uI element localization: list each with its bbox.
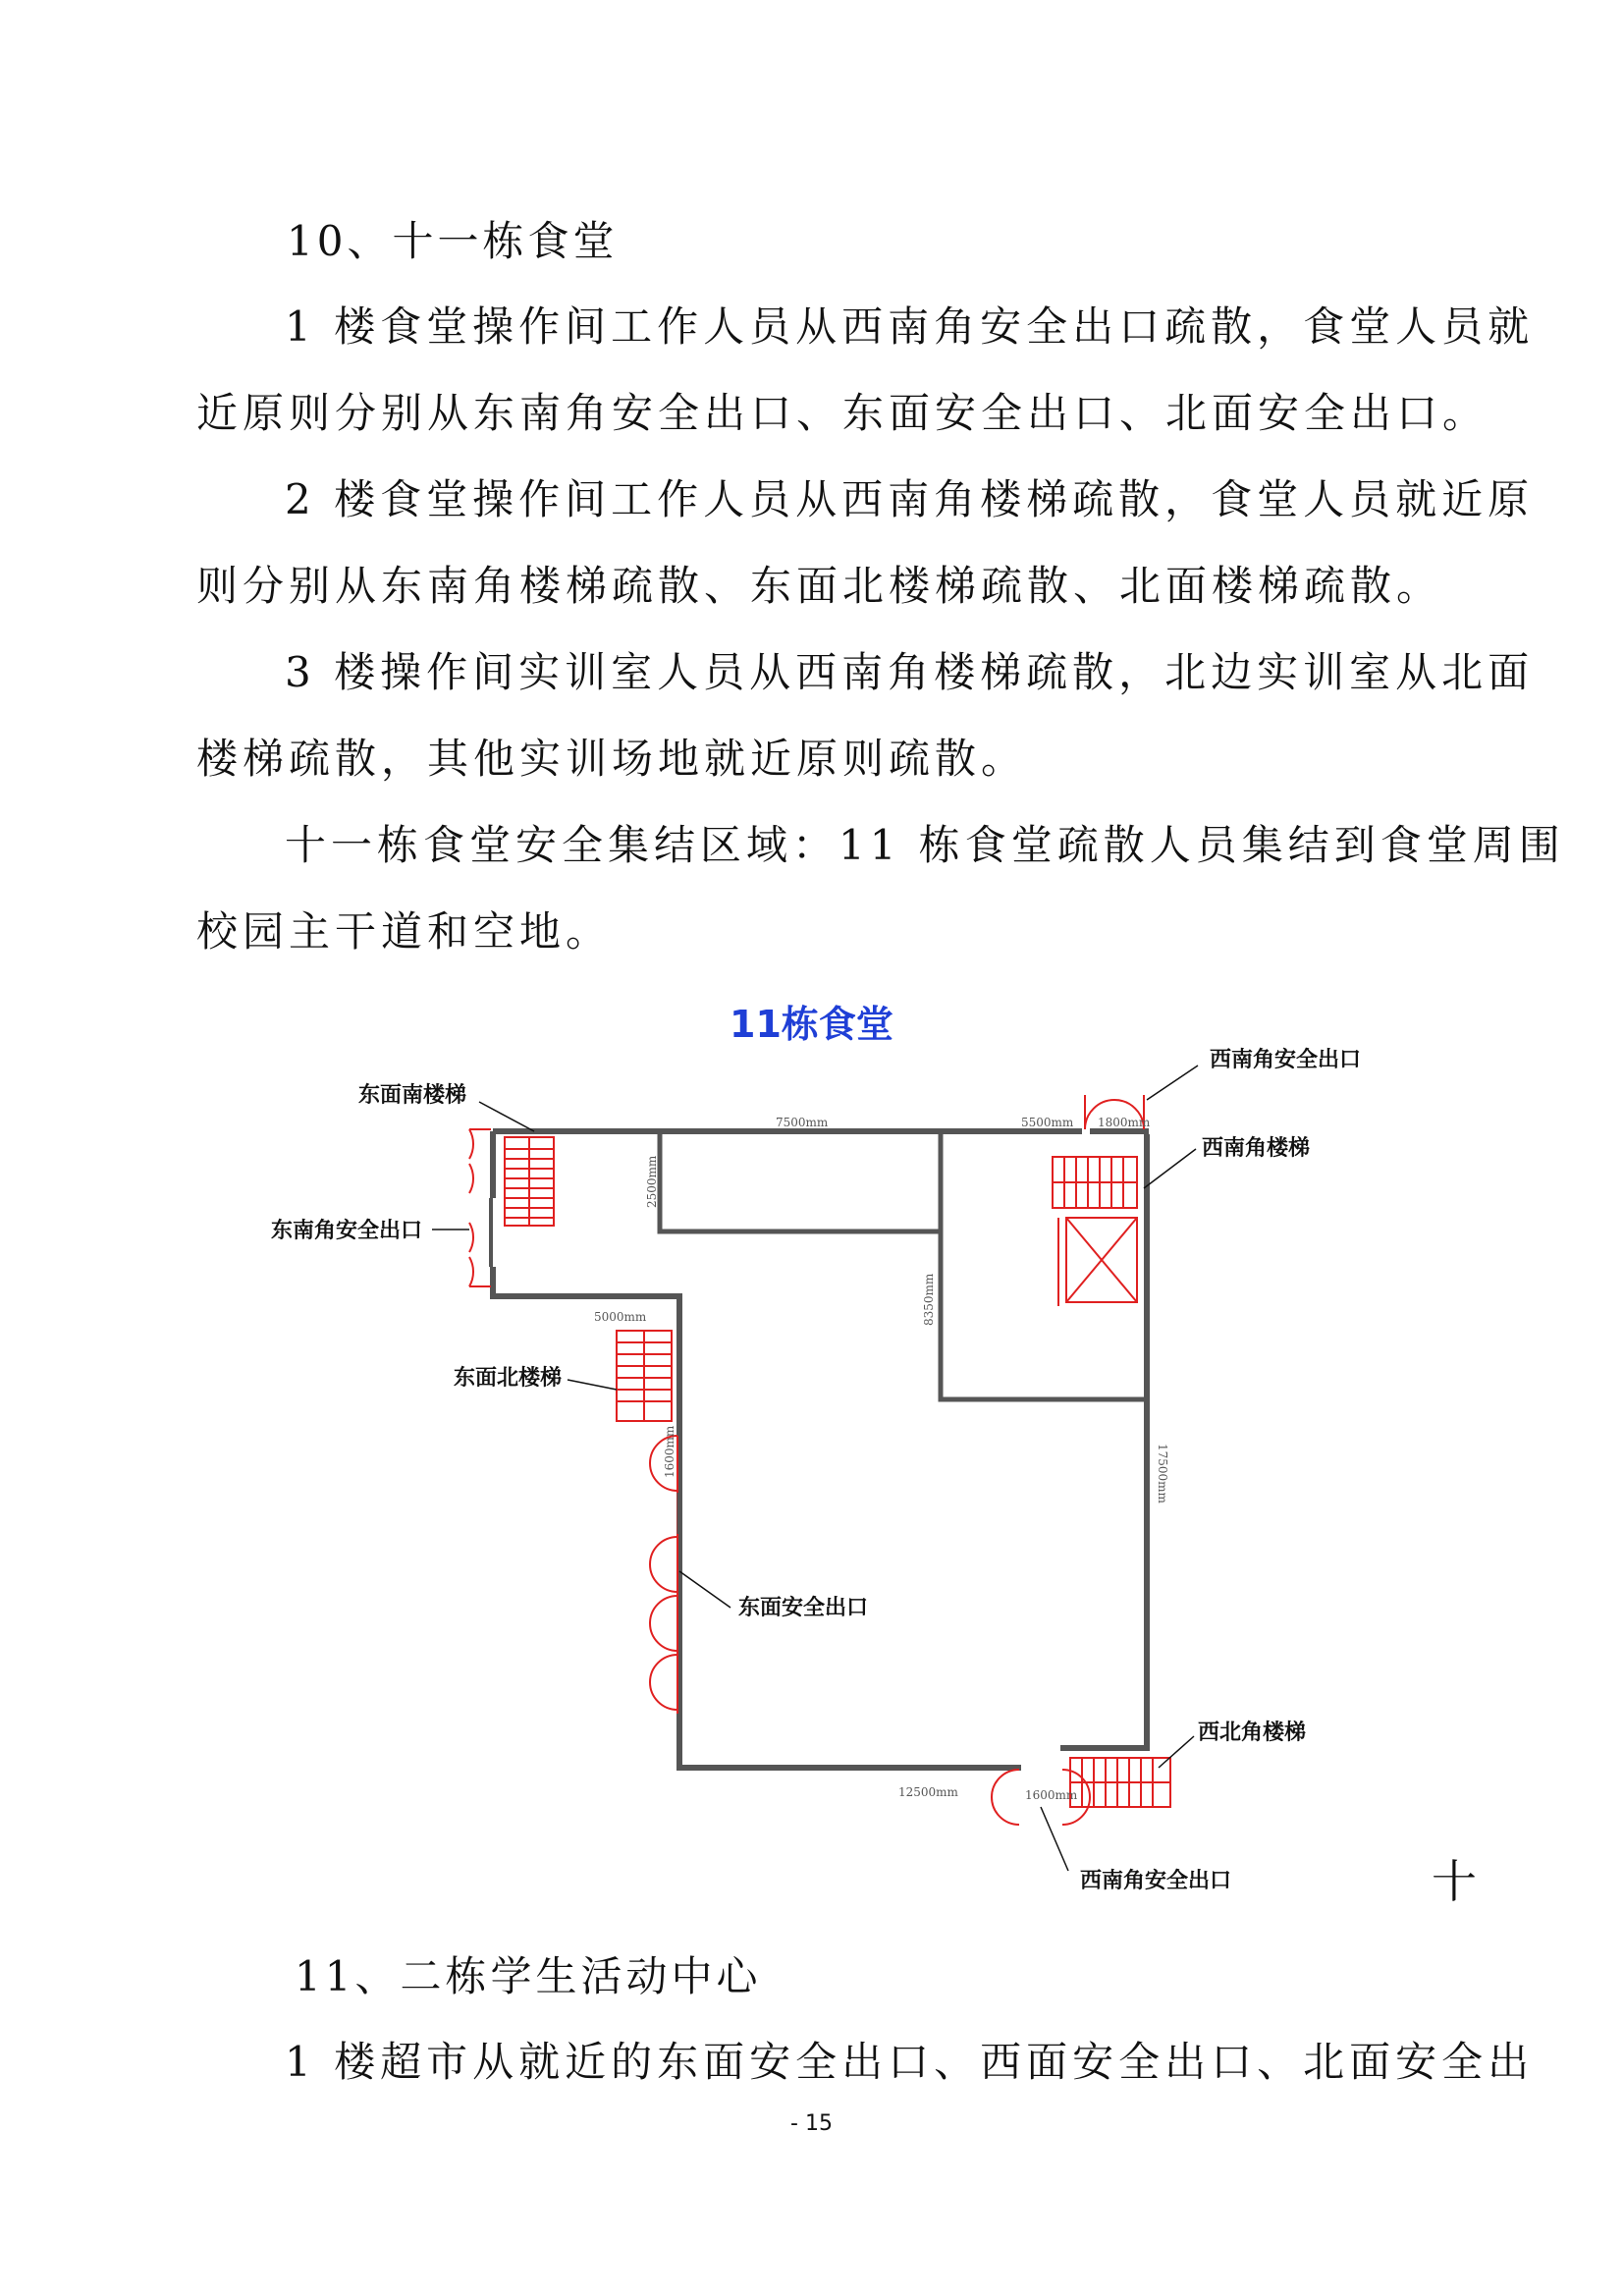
label-southwest-exit-bottom: 西南角安全出口 — [1080, 1869, 1232, 1893]
paragraph-line: 近原则分别从东南角安全出口、东面安全出口、北面安全出口。 — [196, 389, 1489, 437]
stair-east-north — [617, 1331, 672, 1421]
label-east-exit: 东面安全出口 — [738, 1596, 869, 1620]
dim-top-left: 7500mm — [776, 1116, 829, 1129]
dim-door: 1600mm — [663, 1425, 676, 1478]
paragraph-line: 则分别从东南角楼梯疏散、东面北楼梯疏散、北面楼梯疏散。 — [196, 562, 1443, 610]
floor-plan-title: 11栋食堂 — [730, 1003, 893, 1046]
stair-east-south — [505, 1137, 554, 1226]
paragraph-line: 校园主干道和空地。 — [196, 907, 613, 956]
stair-southwest — [1053, 1157, 1137, 1306]
label-northwest-stair: 西北角楼梯 — [1198, 1721, 1307, 1745]
dim-top-right: 5500mm — [1021, 1116, 1074, 1129]
section-heading: 10、十一栋食堂 — [287, 217, 619, 265]
door-southeast-exit — [469, 1129, 491, 1286]
paragraph-line: 3 楼操作间实训室人员从西南角楼梯疏散，北边实训室从北面 — [285, 648, 1535, 696]
dim-inner-room: 2500mm — [645, 1155, 659, 1208]
inner-walls — [660, 1131, 1147, 1399]
label-southwest-exit-top: 西南角安全出口 — [1210, 1048, 1362, 1072]
dim-right-wall: 17500mm — [1156, 1444, 1169, 1503]
label-east-south-stair: 东面南楼梯 — [358, 1083, 467, 1108]
paragraph-line: 楼梯疏散，其他实训场地就近原则疏散。 — [196, 735, 1028, 783]
dim-inner-right: 8350mm — [922, 1273, 936, 1326]
label-southwest-stair: 西南角楼梯 — [1202, 1136, 1311, 1161]
label-east-north-stair: 东面北楼梯 — [454, 1366, 563, 1391]
label-southeast-exit: 东南角安全出口 — [271, 1219, 423, 1243]
paragraph-line: 十一栋食堂安全集结区域：11 栋食堂疏散人员集结到食堂周围 — [285, 821, 1565, 869]
stray-character: 十 — [1432, 1855, 1477, 1908]
paragraph-line: 2 楼食堂操作间工作人员从西南角楼梯疏散，食堂人员就近原 — [285, 475, 1535, 523]
page-number: - 15 — [790, 2111, 833, 2136]
paragraph-line: 1 楼超市从就近的东面安全出口、西面安全出口、北面安全出 — [285, 2038, 1535, 2086]
dim-bottom-door: 1600mm — [1025, 1788, 1078, 1802]
section-heading: 11、二栋学生活动中心 — [295, 1952, 762, 2000]
dim-left-step: 5000mm — [594, 1310, 647, 1324]
paragraph-line: 1 楼食堂操作间工作人员从西南角安全出口疏散，食堂人员就 — [285, 302, 1535, 351]
outer-walls — [493, 1131, 1149, 1768]
dim-bottom-wall: 12500mm — [898, 1785, 958, 1799]
dim-top-door: 1800mm — [1098, 1116, 1151, 1129]
